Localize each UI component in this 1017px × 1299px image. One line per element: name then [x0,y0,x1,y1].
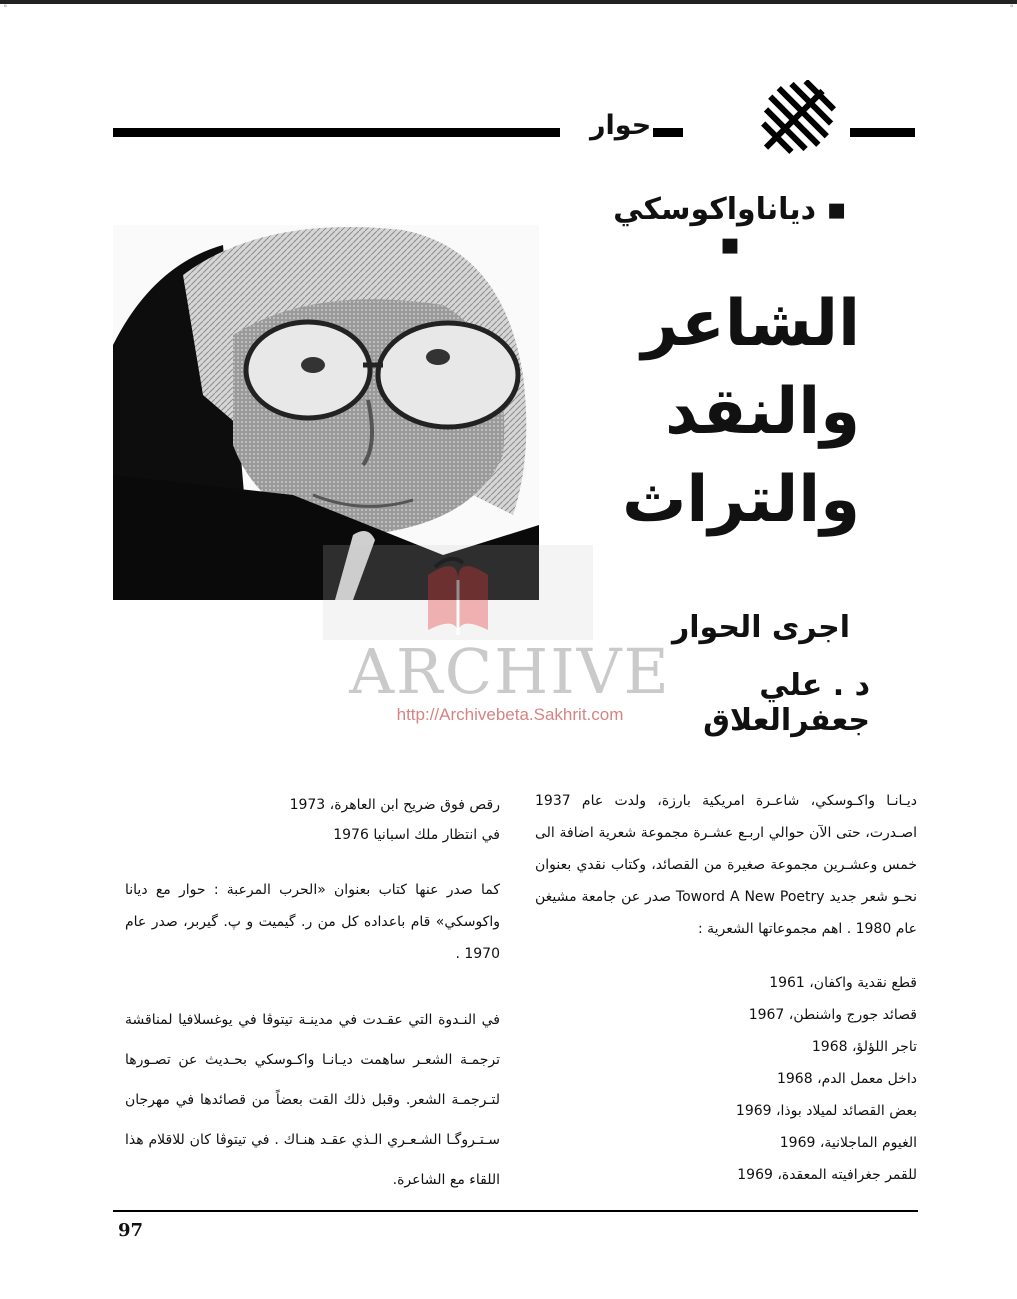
footer-rule [113,1210,918,1212]
list-item: الغيوم الماجلانية، 1969 [779,1135,917,1151]
title-line: والنقد [665,375,860,449]
book-paragraph: كما صدر عنها كتاب بعنوان «الحرب المرعبة : حوار مع ديانا واكوسكي» قام باعداده كل من ر. گيميت و پ. گيربر، صدر عام 1970 . [125,882,500,962]
corner-mark-left: ° [3,4,8,14]
magazine-logo-icon [745,80,845,160]
seminar-paragraph: في النـدوة التي عقـدت في مدينـة تيتوڤا في يوغسلافيا لمناقشة ترجمـة الشعـر ساهمت ديـانـا واكـوسكي بحـديث عن تصـورها لتـرجمـة الشعر. وقبل ذلك القت بعضاً من قصائدها في مهرجان سـتـروگـا الشـعـري الـذي عقـد هنـاك . في تيتوڤا كان للاقلام هذا اللقاء مع الشاعرة. [125,1012,500,1188]
watermark-title: ARCHIVE [349,635,671,708]
page-top-border [0,0,1017,4]
page-number: 97 [118,1220,144,1241]
interviewer-label: اجرى الحوار [671,610,850,645]
header-rule-left [113,128,558,137]
intro-paragraph: ديـانـا واكـوسكي، شاعـرة امريكية بارزة، ولدت عام 1937 اصـدرت، حتى الآن حوالي اربـع عشـرة مجموعة شعرية اضافة الى خمس وعشـرين مجموعة صغيرة من القصائد، وكتاب نقدي بعنوان نحـو شعر جديد Toword A New Poetry صدر عن جامعة مشيغن عام 1980 . اهم مجموعاتها الشعرية : [535,793,917,937]
list-item: قطع نقدية واكفان، 1961 [769,975,917,991]
list-item: قصائد جورج واشنطن، 1967 [748,1007,917,1023]
list-item: للقمر جغرافيته المعقدة، 1969 [737,1167,917,1183]
corner-mark-right: ° [1009,4,1014,14]
title-line: الشاعر [641,287,860,361]
watermark-book-icon [323,545,593,640]
list-item: رقص فوق ضريح ابن العاهرة، 1973 [289,797,500,813]
body-column-left [125,790,500,1200]
list-item: بعض القصائد لميلاد بوذا، 1969 [735,1103,917,1119]
title-line: والتراث [622,463,860,537]
list-item: داخل معمل الدم، 1968 [776,1071,917,1087]
interviewer-name: د . علي جعفرالعلاق [703,668,870,738]
list-item: في انتظار ملك اسبانيا 1976 [333,827,500,843]
section-label: حوار [590,110,652,141]
body-column-right [535,785,917,1191]
header-rule-dash-right [653,128,683,137]
article-title [622,280,860,544]
subject-line: ▪ دياناواكوسكي ▪ [613,192,847,262]
watermark-url: http://Archivebeta.Sakhrit.com [396,705,624,724]
list-item: تاجر اللؤلؤ، 1968 [811,1039,917,1055]
header-rule-dash-left [546,128,560,137]
collections-list [535,967,917,1191]
portrait-photo [113,225,539,600]
header-rule-right [850,128,915,137]
